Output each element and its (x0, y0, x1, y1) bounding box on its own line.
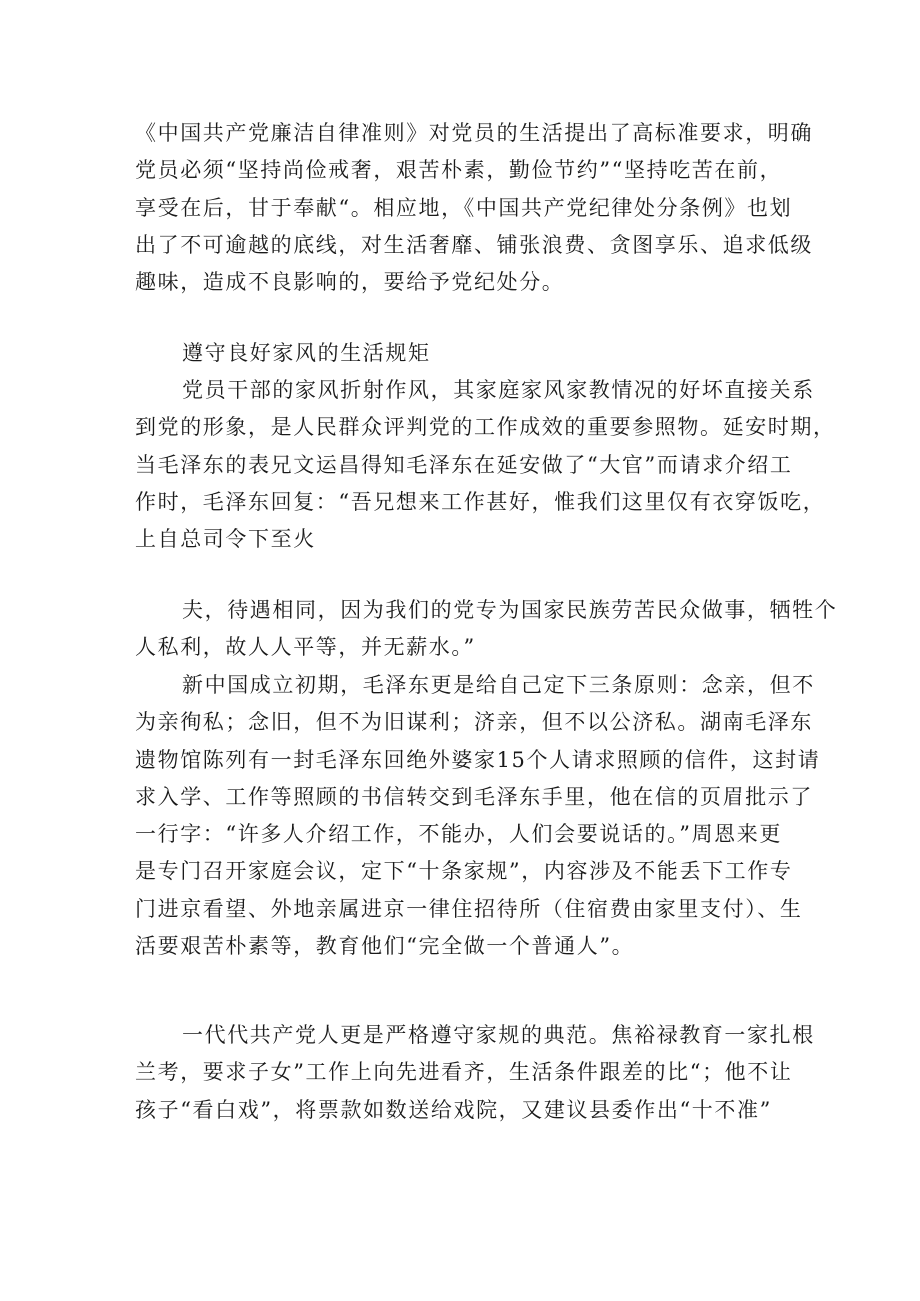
text-line: 一代代共产党人更是严格遵守家规的典范。焦裕禄教育一家扎根 (182, 1023, 815, 1047)
text-line: 孩子“看白戏”，将票款如数送给戏院，又建议县委作出“十不准” (135, 1097, 772, 1122)
section-heading: 遵守良好家风的生活规矩 (182, 341, 431, 365)
paragraph-xinzhongguo (135, 667, 821, 965)
text-line: 遗物馆陈列有一封毛泽东回绝外婆家15个人请求照顾的信件，这封请 (135, 747, 821, 772)
text-line: 出了不可逾越的底线，对生活奢靡、铺张浪费、贪图享乐、追求低级 (135, 232, 813, 257)
text-line: 人私利，故人人平等，并无薪水。” (135, 635, 476, 660)
text-line: 活要艰苦朴素等，教育他们“完全做一个普通人”。 (135, 934, 635, 959)
text-line: 趣味，造成不良影响的，要给予党纪处分。 (135, 270, 565, 295)
section-heading-block (135, 335, 790, 372)
text-line: 到党的形象，是人民群众评判党的工作成效的重要参照物。延安时期， (135, 415, 836, 440)
text-line: 求入学、工作等照顾的书信转交到毛泽东手里，他在信的页眉批示了 (135, 784, 813, 809)
paragraph-daiyu-xiangtong (135, 592, 838, 667)
paragraph-text (135, 592, 838, 667)
paragraph-yidaidai (135, 1017, 815, 1129)
text-line: 《中国共产党廉洁自律准则》对党员的生活提出了高标准要求，明确 (135, 121, 813, 145)
text-line: 享受在后，甘于奉献“。相应地，《中国共产党纪律处分条例》也划 (135, 195, 793, 220)
text-line: 兰考，要求子女”工作上向先进看齐，生活条件跟差的比“；他不让 (135, 1060, 793, 1085)
text-line: 当毛泽东的表兄文运昌得知毛泽东在延安做了“大官”而请求介绍工 (135, 452, 793, 477)
text-line: 一行字：“许多人介绍工作，不能办，人们会要说话的。”周恩来更 (135, 822, 782, 847)
paragraph-text (135, 1017, 815, 1129)
paragraph-jiafeng (135, 372, 836, 558)
text-line: 上自总司令下至火 (135, 527, 316, 552)
text-line: 新中国成立初期，毛泽东更是给自己定下三条原则：念亲，但不 (182, 673, 815, 697)
text-line: 党员必须“坚持尚俭戒奢，艰苦朴素，勤俭节约”“坚持吃苦在前， (135, 158, 783, 183)
text-line: 是专门召开家庭会议，定下“十条家规”，内容涉及不能丢下工作专 (135, 859, 793, 884)
paragraph-lianjie-zilv (135, 115, 813, 301)
text-line: 门进京看望、外地亲属进京一律住招待所（住宿费由家里支付）、生 (135, 896, 803, 921)
paragraph-text (135, 667, 821, 965)
paragraph-text (135, 372, 836, 558)
text-line: 为亲徇私；念旧，但不为旧谋利；济亲，但不以公济私。湖南毛泽东 (135, 710, 813, 735)
paragraph-text (135, 115, 813, 301)
text-line: 党员干部的家风折射作风，其家庭家风家教情况的好坏直接关系 (182, 378, 815, 402)
text-line: 作时，毛泽东回复：“吾兄想来工作甚好，惟我们这里仅有衣穿饭吃， (135, 489, 826, 514)
text-line: 夫，待遇相同，因为我们的党专为国家民族劳苦民众做事，牺牲个 (182, 598, 838, 622)
